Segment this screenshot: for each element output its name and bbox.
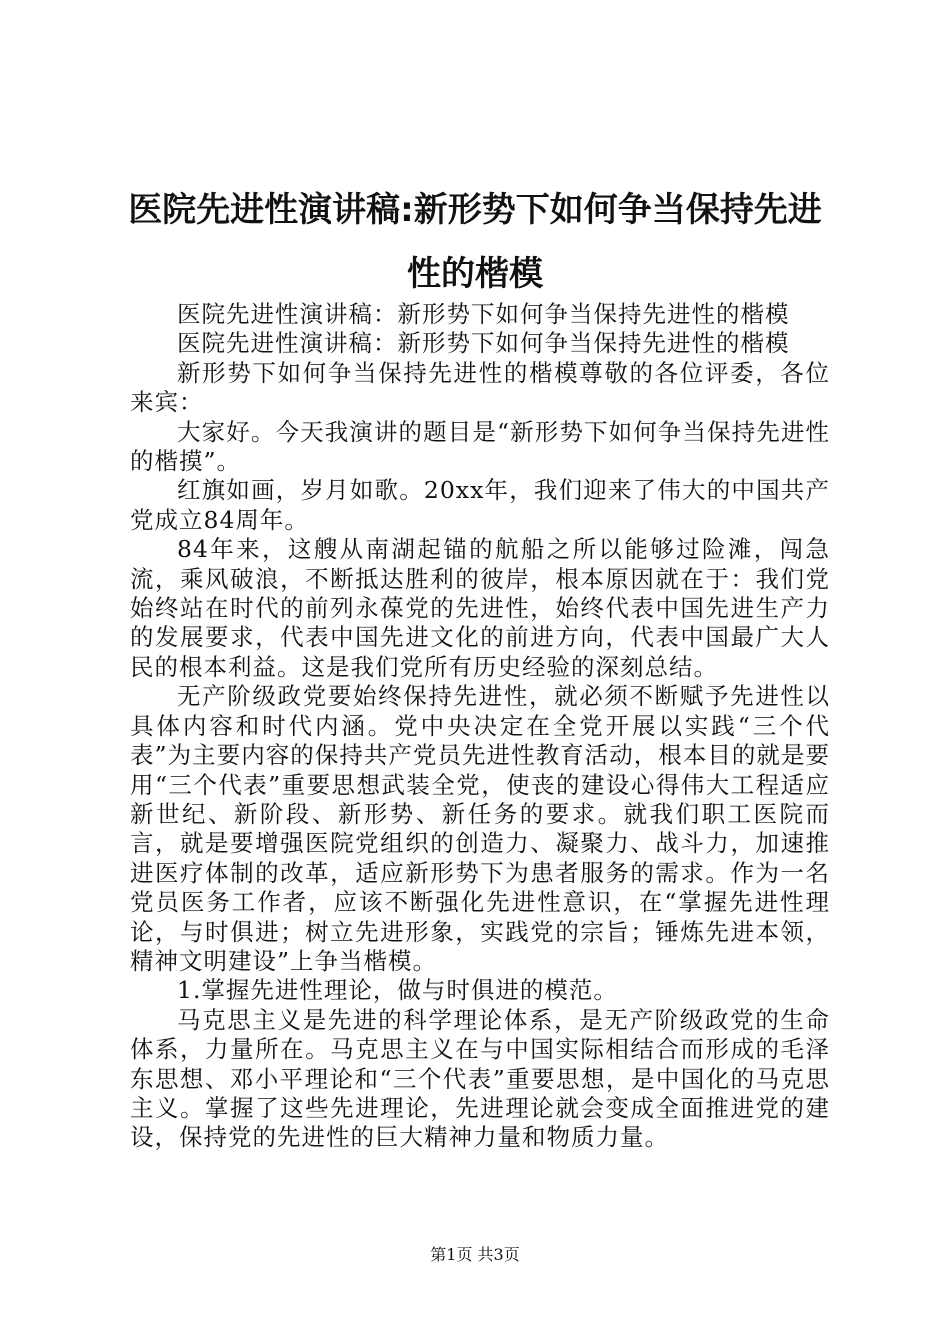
paragraph: 无产阶级政党要始终保持先进性，就必须不断赋予先进性以具体内容和时代内涵。党中央决定在全党开展以实践“三个代表”为主要内容的保持共产党员先进性教育活动，根本目的就是要用“三个代表”重要思想武装全党，使丧的建设心得伟大工程适应新世纪、新阶段、新形势、新任务的要求。就我们职工医院而言，就是要增强医院党组织的创造力、凝聚力、战斗力，加速推进医疗体制的改革，适应新形势下为患者服务的需求。作为一名党员医务工作者，应该不断强化先进性意识，在“掌握先进性理论，与时俱进；树立先进形象，实践党的宗旨；锤炼先进本领，精神文明建设”上争当楷模。 bbox=[130, 682, 830, 975]
paragraph: 马克思主义是先进的科学理论体系，是无产阶级政党的生命体系，力量所在。马克思主义在与中国实际相结合而形成的毛泽东思想、邓小平理论和“三个代表”重要思想，是中国化的马克思主义。掌握了这些先进理论，先进理论就会变成全面推进党的建设，保持党的先进性的巨大精神力量和物质力量。 bbox=[130, 1005, 830, 1152]
page-footer: 第1页 共3页 bbox=[430, 1245, 520, 1264]
section-heading: 1.掌握先进性理论，做与时俱进的模范。 bbox=[177, 976, 618, 1005]
paragraph: 医院先进性演讲稿：新形势下如何争当保持先进性的楷模 bbox=[177, 300, 790, 328]
paragraph: 84年来，这艘从南湖起锚的航船之所以能够过险滩，闯急流，乘风破浪，不断抵达胜利的彼岸，根本原因就在于：我们党始终站在时代的前列永葆党的先进性，始终代表中国先进生产力的发展要求，代表中国先进文化的前进方向，代表中国最广大人民的根本利益。这是我们党所有历史经验的深刻总结。 bbox=[130, 535, 830, 681]
paragraph: 红旗如画，岁月如歌。20xx年，我们迎来了伟大的中国共产党成立84周年。 bbox=[130, 476, 830, 534]
paragraph: 新形势下如何争当保持先进性的楷模尊敬的各位评委，各位来宾： bbox=[130, 358, 830, 417]
paragraph: 医院先进性演讲稿：新形势下如何争当保持先进性的楷模 bbox=[177, 329, 790, 358]
document-body bbox=[130, 300, 830, 1153]
paragraph: 大家好。今天我演讲的题目是“新形势下如何争当保持先进性的楷摸”。 bbox=[130, 417, 830, 476]
document-title: 医院先进性演讲稿:新形势下如何争当保持先进性的楷模 bbox=[128, 190, 822, 294]
